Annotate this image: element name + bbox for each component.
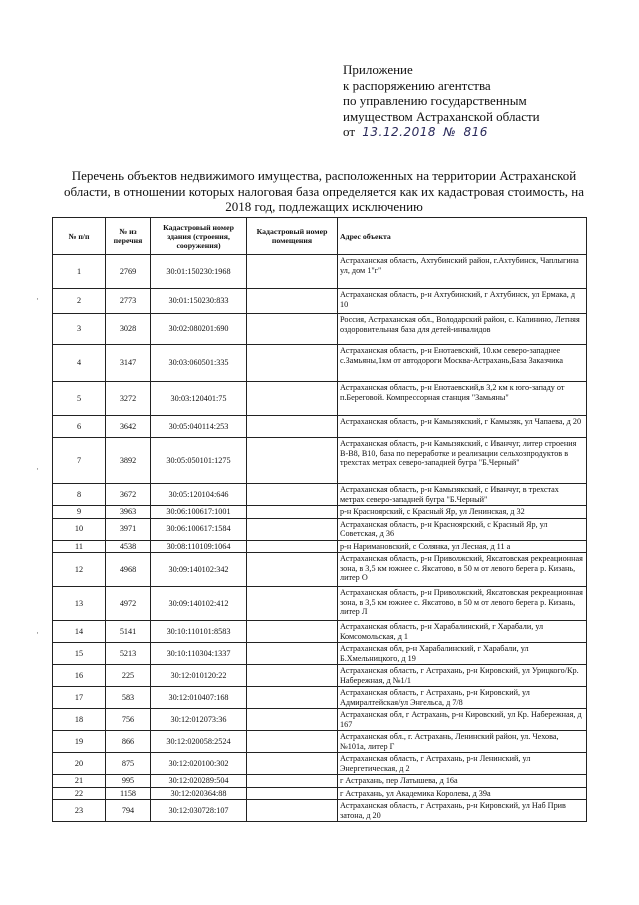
address-cell: Астраханская область, г Астрахань, р-н Кировский, ул Адмиралтейская/ул Энгельса, д 7/8 (338, 687, 587, 709)
header-list-num: № из перечня (106, 218, 151, 255)
table-row (53, 709, 587, 731)
room-cad-cell (247, 289, 338, 314)
list-num-cell: 3971 (106, 518, 151, 540)
room-cad-cell (247, 731, 338, 753)
address-cell: Астраханская обл, г Астрахань, р-н Кировский, ул Кр. Набережная, д 167 (338, 709, 587, 731)
table-row (53, 731, 587, 753)
row-num-cell: 17 (53, 687, 106, 709)
table-header-row (53, 218, 587, 255)
list-num-cell: 3963 (106, 506, 151, 519)
address-cell: Астраханская область, г Астрахань, р-н Кировский, ул Наб Прив затона, д 20 (338, 800, 587, 822)
table-row (53, 621, 587, 643)
list-num-cell: 3642 (106, 416, 151, 438)
building-cad-cell: 30:08:110109:1064 (151, 540, 247, 553)
building-cad-cell: 30:05:050101:1275 (151, 438, 247, 484)
table-row (53, 382, 587, 416)
room-cad-cell (247, 416, 338, 438)
room-cad-cell (247, 753, 338, 775)
room-cad-cell (247, 540, 338, 553)
row-num-cell: 19 (53, 731, 106, 753)
header-room-cad: Кадастровый номер помещения (247, 218, 338, 255)
list-num-cell: 3272 (106, 382, 151, 416)
title-line: Перечень объектов недвижимого имущества, расположенных на территории Астраханской (71, 168, 577, 183)
building-cad-cell: 30:03:120401:75 (151, 382, 247, 416)
room-cad-cell (247, 587, 338, 621)
room-cad-cell (247, 553, 338, 587)
header-num: № п/п (53, 218, 106, 255)
list-num-cell: 2769 (106, 255, 151, 289)
building-cad-cell: 30:10:110101:8583 (151, 621, 247, 643)
row-num-cell: 15 (53, 643, 106, 665)
address-cell: Астраханская область, Ахтубинский район, г.Ахтубинск, Чаплыгина ул, дом 1"г" (338, 255, 587, 289)
list-num-cell: 2773 (106, 289, 151, 314)
building-cad-cell: 30:01:150230:1968 (151, 255, 247, 289)
table-row (53, 540, 587, 553)
list-num-cell: 875 (106, 753, 151, 775)
row-num-cell: 23 (53, 800, 106, 822)
list-num-cell: 794 (106, 800, 151, 822)
address-cell: Астраханская область, р-н Камызякский, г Камызяк, ул Чапаева, д 20 (338, 416, 587, 438)
building-cad-cell: 30:05:040114:253 (151, 416, 247, 438)
building-cad-cell: 30:03:060501:335 (151, 345, 247, 382)
list-num-cell: 3147 (106, 345, 151, 382)
number-label: № (443, 125, 457, 139)
table-row (53, 665, 587, 687)
row-num-cell: 6 (53, 416, 106, 438)
address-cell: Астраханская область, р-н Енотаевский,в 3,2 км к юго-западу от п.Береговой. Компрессорная станция "Замьяны" (338, 382, 587, 416)
building-cad-cell: 30:06:100617:1001 (151, 506, 247, 519)
row-num-cell: 20 (53, 753, 106, 775)
table-row (53, 800, 587, 822)
room-cad-cell (247, 382, 338, 416)
table-row (53, 753, 587, 775)
room-cad-cell (247, 255, 338, 289)
room-cad-cell (247, 687, 338, 709)
address-cell: Астраханская область, р-н Приволжский, Яксатовская рекреационная зона, в 3,5 км южнее с. Яксатово, в 50 м от левого берега р. Кизань, литер О (338, 553, 587, 587)
appendix-line: к распоряжению агентства (343, 77, 491, 93)
table-row (53, 289, 587, 314)
table-row (53, 438, 587, 484)
building-cad-cell: 30:12:010407:168 (151, 687, 247, 709)
row-num-cell: 2 (53, 289, 106, 314)
table-row (53, 518, 587, 540)
room-cad-cell (247, 438, 338, 484)
address-cell: р-н Наримановский, с Солянка, ул Лесная, д 11 а (338, 540, 587, 553)
table-row (53, 687, 587, 709)
table-row (53, 775, 587, 788)
row-num-cell: 18 (53, 709, 106, 731)
title-line: 2018 год, подлежащих исключению (225, 199, 423, 214)
list-num-cell: 4968 (106, 553, 151, 587)
list-num-cell: 756 (106, 709, 151, 731)
handwritten-number: 816 (463, 125, 488, 139)
address-cell: Астраханская область, р-н Приволжский, Яксатовская рекреационная зона, в 3,5 км южнее с. Яксатово, в 50 м от левого берега р. Кизань, литер Л (338, 587, 587, 621)
scan-mark: · (36, 628, 39, 638)
appendix-date-line (343, 124, 633, 141)
address-cell: Астраханская область, р-н Ахтубинский, г Ахтубинск, ул Ермака, д 10 (338, 289, 587, 314)
row-num-cell: 1 (53, 255, 106, 289)
row-num-cell: 14 (53, 621, 106, 643)
building-cad-cell: 30:01:150230:833 (151, 289, 247, 314)
building-cad-cell: 30:02:080201:690 (151, 314, 247, 345)
building-cad-cell: 30:12:020289:504 (151, 775, 247, 788)
address-cell: г Астрахань, пер Латышева, д 16а (338, 775, 587, 788)
appendix-line: Приложение (343, 62, 413, 77)
table-row (53, 484, 587, 506)
address-cell: г Астрахань, ул Академика Королева, д 39а (338, 787, 587, 800)
address-cell: Астраханская область, р-н Камызякский, с Иванчуг, в трехстах метрах северо-западней бугра "Б.Черный" (338, 484, 587, 506)
list-num-cell: 866 (106, 731, 151, 753)
table-row (53, 345, 587, 382)
list-num-cell: 225 (106, 665, 151, 687)
row-num-cell: 21 (53, 775, 106, 788)
room-cad-cell (247, 709, 338, 731)
table-row (53, 553, 587, 587)
list-num-cell: 5141 (106, 621, 151, 643)
table-row (53, 643, 587, 665)
row-num-cell: 3 (53, 314, 106, 345)
building-cad-cell: 30:05:120104:646 (151, 484, 247, 506)
list-num-cell: 3672 (106, 484, 151, 506)
building-cad-cell: 30:12:020364:88 (151, 787, 247, 800)
building-cad-cell: 30:06:100617:1584 (151, 518, 247, 540)
building-cad-cell: 30:09:140102:342 (151, 553, 247, 587)
address-cell: Астраханская область, р-н Камызякский, с Иванчуг, литер строения В-В8, В10, база по переработке и реализации сельхозпродуктов в трехстах метрах северо-западней бугра "Б.Черный" (338, 438, 587, 484)
row-num-cell: 10 (53, 518, 106, 540)
table-row (53, 314, 587, 345)
row-num-cell: 11 (53, 540, 106, 553)
building-cad-cell: 30:09:140102:412 (151, 587, 247, 621)
room-cad-cell (247, 775, 338, 788)
address-cell: Астраханская область, г Астрахань, р-н Кировский, ул Урицкого/Кр. Набережная, д №1/1 (338, 665, 587, 687)
building-cad-cell: 30:10:110304:1337 (151, 643, 247, 665)
row-num-cell: 13 (53, 587, 106, 621)
address-cell: Астраханская область, р-н Красноярский, с Красный Яр, ул Советская, д 36 (338, 518, 587, 540)
table-row (53, 255, 587, 289)
objects-table (52, 217, 587, 822)
room-cad-cell (247, 621, 338, 643)
room-cad-cell (247, 800, 338, 822)
document-title (50, 168, 598, 215)
table-row (53, 587, 587, 621)
room-cad-cell (247, 518, 338, 540)
address-cell: Астраханская обл, р-н Харабалинский, г Харабали, ул Б.Хмельницкого, д 19 (338, 643, 587, 665)
building-cad-cell: 30:12:012073:36 (151, 709, 247, 731)
row-num-cell: 8 (53, 484, 106, 506)
building-cad-cell: 30:12:030728:107 (151, 800, 247, 822)
address-cell: Астраханская обл., г. Астрахань, Ленинский район, ул. Чехова, №101а, литер Г (338, 731, 587, 753)
header-address: Адрес объекта (338, 218, 587, 255)
address-cell: Астраханская область, р-н Харабалинский, г Харабали, ул Комсомольская, д 1 (338, 621, 587, 643)
building-cad-cell: 30:12:020100:302 (151, 753, 247, 775)
address-cell: Россия, Астраханская обл., Володарский район, с. Калинино, Летняя оздоровительная база для детей-инвалидов (338, 314, 587, 345)
list-num-cell: 995 (106, 775, 151, 788)
room-cad-cell (247, 484, 338, 506)
list-num-cell: 1158 (106, 787, 151, 800)
room-cad-cell (247, 506, 338, 519)
list-num-cell: 3028 (106, 314, 151, 345)
building-cad-cell: 30:12:020058:2524 (151, 731, 247, 753)
header-building-cad: Кадастровый номер здания (строения, сооружения) (151, 218, 247, 255)
building-cad-cell: 30:12:010120:22 (151, 665, 247, 687)
row-num-cell: 5 (53, 382, 106, 416)
address-cell: Астраханская область, р-н Енотаевский, 10.км северо-западнее с.Замьяны,1км от автодороги Москва-Астрахань,База Заказчика (338, 345, 587, 382)
list-num-cell: 5213 (106, 643, 151, 665)
row-num-cell: 4 (53, 345, 106, 382)
title-line: области, в отношении которых налоговая база определяется как их кадастровая стоимость, на (64, 183, 584, 199)
appendix-line: по управлению государственным (343, 93, 527, 108)
room-cad-cell (247, 787, 338, 800)
address-cell: р-н Красноярский, с Красный Яр, ул Ленинская, д 32 (338, 506, 587, 519)
room-cad-cell (247, 345, 338, 382)
row-num-cell: 12 (53, 553, 106, 587)
list-num-cell: 4972 (106, 587, 151, 621)
scan-mark: · (36, 464, 39, 474)
room-cad-cell (247, 665, 338, 687)
scan-mark: · (36, 294, 39, 304)
list-num-cell: 3892 (106, 438, 151, 484)
handwritten-date: 13.12.2018 (362, 125, 436, 139)
room-cad-cell (247, 643, 338, 665)
row-num-cell: 7 (53, 438, 106, 484)
table-row (53, 506, 587, 519)
list-num-cell: 4538 (106, 540, 151, 553)
appendix-line: имуществом Астраханской области (343, 108, 540, 124)
room-cad-cell (247, 314, 338, 345)
row-num-cell: 9 (53, 506, 106, 519)
address-cell: Астраханская область, г Астрахань, р-н Ленинский, ул Энергетическая, д 2 (338, 753, 587, 775)
table-row (53, 787, 587, 800)
table-row (53, 416, 587, 438)
appendix-block (343, 62, 633, 141)
row-num-cell: 16 (53, 665, 106, 687)
list-num-cell: 583 (106, 687, 151, 709)
from-label: от (343, 124, 356, 139)
row-num-cell: 22 (53, 787, 106, 800)
